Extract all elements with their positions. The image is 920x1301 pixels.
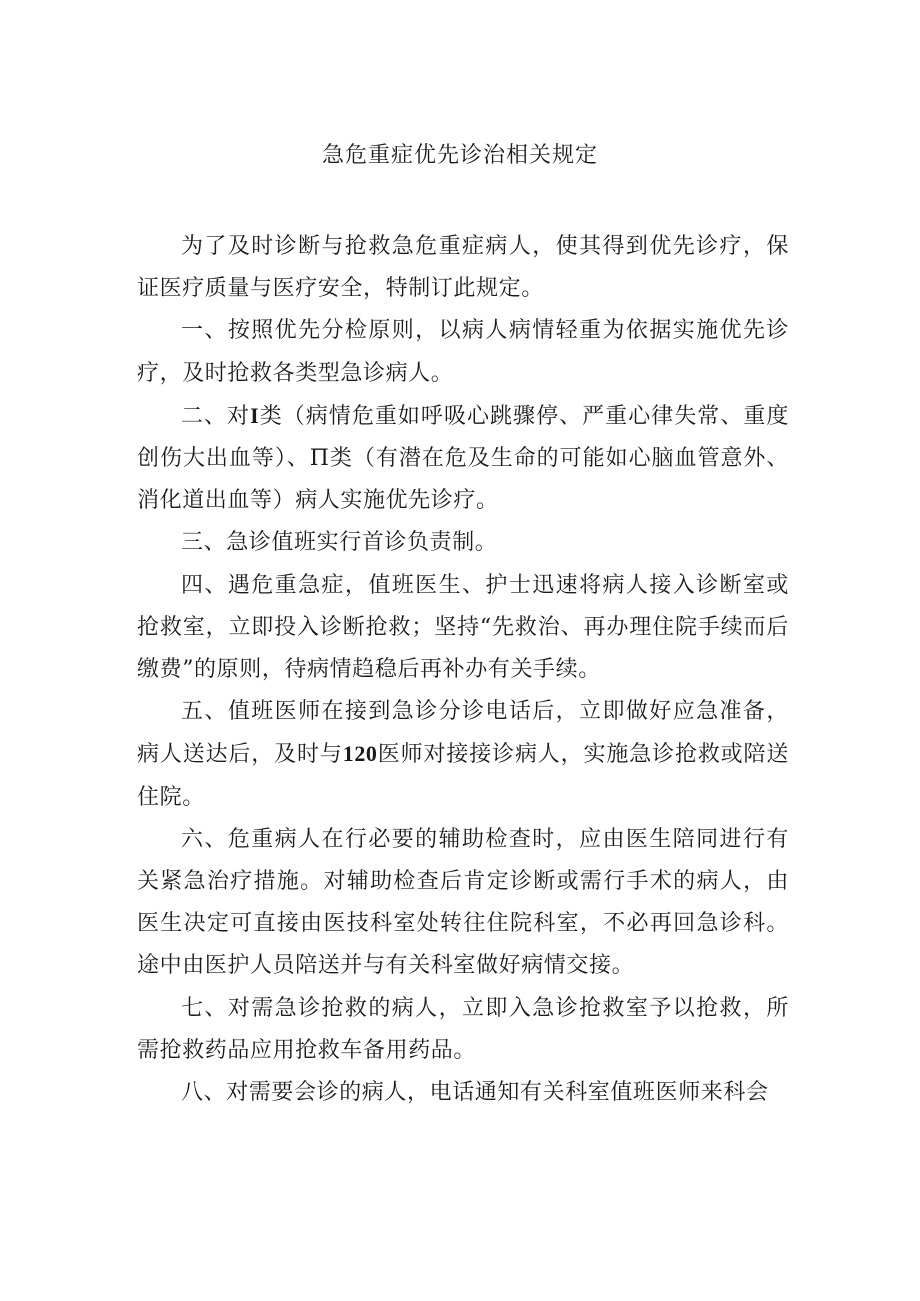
item-6-text: 六、危重病人在行必要的辅助检查时，应由医生陪同进行有关紧急治疗措施。对辅助检查后肯定诊断或需行手术的病人，由医生决定可直接由医技科室处转往住院科室，不必再回急诊科。途中由医护人员陪送并与有关科室做好病情交接。: [137, 826, 789, 979]
item-5-prefix: 五、值班医师在接到急诊分诊电话后，立即做好应急准备，病人送达后，及时与: [137, 699, 789, 768]
item-3-paragraph: [137, 522, 789, 564]
item-5-bold: 120: [342, 741, 378, 767]
item-6-paragraph: [137, 819, 789, 988]
item-8-paragraph: [137, 1072, 789, 1114]
item-2-paragraph: [137, 395, 789, 523]
item-4-text: 四、遇危重急症，值班医生、护士迅速将病人接入诊断室或抢救室，立即投入诊断抢救；坚持“先救治、再办理住院手续而后缴费”的原则，待病情趋稳后再补办有关手续。: [137, 572, 789, 683]
document-body: [137, 226, 789, 1114]
item-2-prefix: 二、对: [181, 403, 251, 429]
item-7-paragraph: [137, 988, 789, 1072]
item-1-text: 一、按照优先分检原则，以病人病情轻重为依据实施优先诊疗，及时抢救各类型急诊病人。: [137, 318, 789, 386]
item-5-text: 医师对接接诊病人，实施急诊抢救或陪送住院。: [137, 742, 789, 810]
document-title: 急危重症优先诊治相关规定: [321, 143, 598, 168]
item-5-paragraph: [137, 691, 789, 819]
item-7-text: 七、对需急诊抢救的病人，立即入急诊抢救室予以抢救，所需抢救药品应用抢救车备用药品。: [137, 995, 789, 1063]
item-3-text: 三、急诊值班实行首诊负责制。: [181, 530, 498, 556]
intro-paragraph: 为了及时诊断与抢救急危重症病人，使其得到优先诊疗，保证医疗质量与医疗安全，特制订此规定。: [137, 234, 789, 302]
item-4-paragraph: [137, 565, 789, 692]
item-1-paragraph: [137, 310, 789, 394]
item-8-text: 八、对需要会诊的病人，电话通知有关科室值班医师来科会: [181, 1080, 769, 1106]
item-2-text: 类（病情危重如呼吸心跳骤停、严重心律失常、重度创伤大出血等）、Π类（有潜在危及生命的可能如心脑血管意外、消化道出血等）病人实施优先诊疗。: [137, 403, 789, 514]
item-2-bold: I: [250, 402, 260, 428]
